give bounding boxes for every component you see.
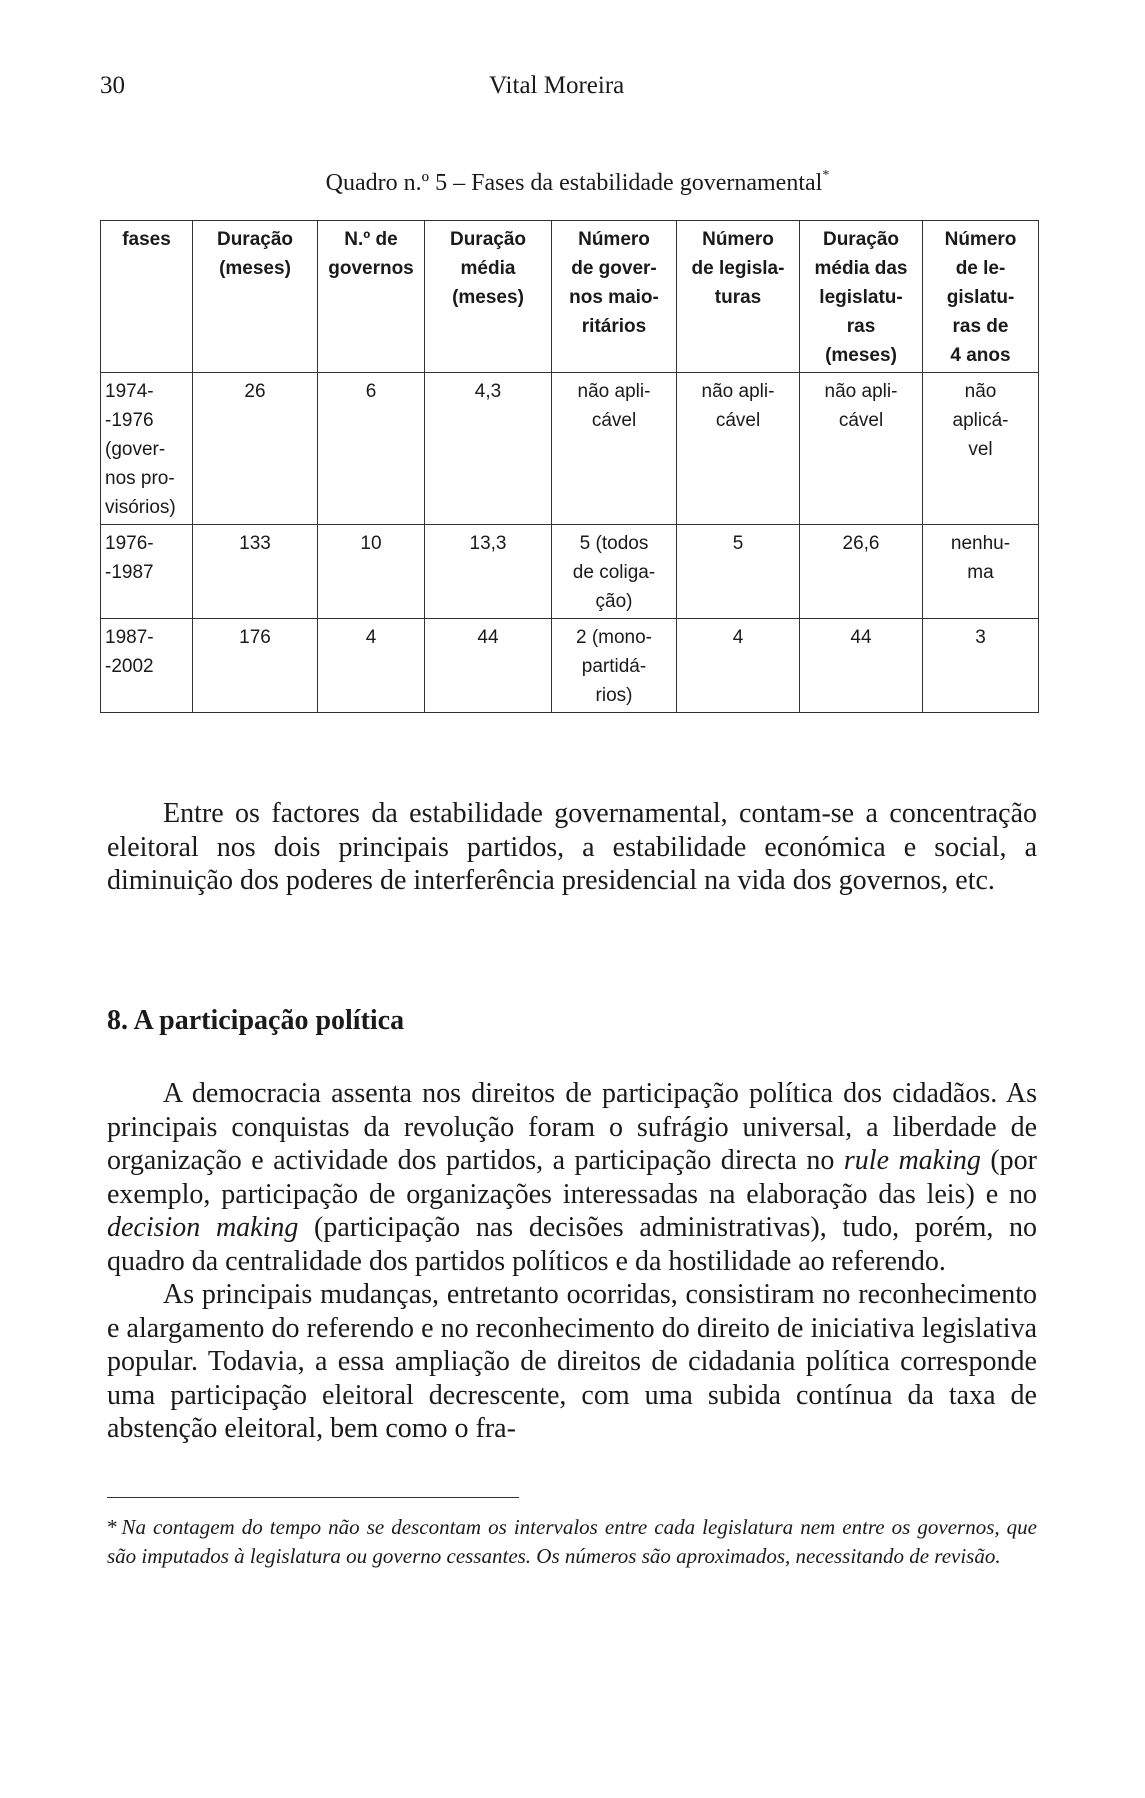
header-duracao-media: Duração média (meses): [425, 221, 552, 373]
table-row: [101, 373, 1039, 525]
table-cell: 6: [318, 373, 425, 525]
term-rule-making: rule making: [843, 1145, 981, 1176]
table-cell: 5 (todos de coliga- ção): [552, 525, 677, 619]
header-governos-maioritarios: Número de gover- nos maio- ritários: [552, 221, 677, 373]
table-cell: 5: [677, 525, 800, 619]
table-cell: 4: [318, 619, 425, 713]
paragraph-democracy: [107, 1077, 1037, 1278]
table-cell: 4,3: [425, 373, 552, 525]
header-duracao-media-legislaturas: Duração média das legislatu- ras (meses): [800, 221, 923, 373]
table-cell: 1987- -2002: [101, 619, 193, 713]
table-cell: 176: [193, 619, 318, 713]
running-head-author: Vital Moreira: [489, 72, 625, 99]
table-cell: não apli- cável: [800, 373, 923, 525]
header-fases: fases: [101, 221, 193, 373]
table-header-row: [101, 221, 1039, 373]
table-cell: 13,3: [425, 525, 552, 619]
table-cell: 44: [425, 619, 552, 713]
footnote-text: Na contagem do tempo não se descontam os intervalos entre cada legislatura nem entre os governos, que são imputados à legislatura ou governo cessantes. Os números são aproximados, necessitando de revisão.: [107, 1515, 1037, 1568]
page-header: [100, 72, 1040, 108]
paragraph-stability-factors: Entre os factores da estabilidade governamental, contam-se a concentração eleitoral nos dois principais partidos, a estabilidade económica e social, a diminuição dos poderes de interferência presidencial na vida dos governos, etc.: [107, 798, 1037, 896]
table-cell: não apli- cável: [677, 373, 800, 525]
table-cell: não apli- cável: [552, 373, 677, 525]
table-cell: 1974- -1976 (gover- nos pro- visórios): [101, 373, 193, 525]
table-row: [101, 619, 1039, 713]
footnote-mark: *: [107, 1515, 118, 1539]
table-cell: 26: [193, 373, 318, 525]
table-cell: nenhu- ma: [923, 525, 1039, 619]
page-number: 30: [100, 72, 125, 99]
body-paragraph: [107, 797, 1037, 898]
header-duracao: Duração (meses): [193, 221, 318, 373]
table-row: [101, 525, 1039, 619]
header-num-governos: N.º de governos: [318, 221, 425, 373]
table-cell: 4: [677, 619, 800, 713]
table-caption: [0, 170, 1145, 197]
table-caption-text: Quadro n.º 5 – Fases da estabilidade governamental: [325, 170, 823, 196]
table-cell: 2 (mono- partidá- rios): [552, 619, 677, 713]
term-decision-making: decision making: [107, 1212, 299, 1243]
table-cell: 26,6: [800, 525, 923, 619]
footnote: [107, 1513, 1037, 1571]
header-legislaturas-4-anos: Número de le- gislatu- ras de 4 anos: [923, 221, 1039, 373]
footnote-divider: [107, 1497, 519, 1498]
text-run: A democracia assenta nos direitos de participação política dos cidadãos. As principais conquistas da revolução foram o sufrágio universal, a liberdade de organização e actividade dos partidos, a participação directa no: [107, 1078, 1037, 1176]
table-cell: 133: [193, 525, 318, 619]
government-stability-table: [100, 220, 1039, 713]
section-heading: 8. A participação política: [107, 1005, 405, 1036]
caption-footnote-mark: *: [822, 168, 830, 183]
text-run: (por exemplo, participação de organizações interessadas na elaboração das leis) e no: [107, 1145, 1038, 1210]
header-num-legislaturas: Número de legisla- turas: [677, 221, 800, 373]
section-body: [107, 1077, 1037, 1446]
paragraph-changes: As principais mudanças, entretanto ocorridas, consistiram no reconhecimento e alargamento do referendo e no reconhecimento do direito de iniciativa legislativa popular. Todavia, a essa ampliação de direitos de cidadania política corresponde uma participação eleitoral decrescente, com uma subida contínua da taxa de abstenção eleitoral, bem como o fra-: [107, 1279, 1037, 1444]
text-run: (participação nas decisões administrativas), tudo, porém, no quadro da centralidade dos partidos políticos e da hostilidade ao referendo.: [107, 1212, 1038, 1277]
table-cell: 1976- -1987: [101, 525, 193, 619]
table-cell: não aplicá- vel: [923, 373, 1039, 525]
table-cell: 3: [923, 619, 1039, 713]
table-cell: 44: [800, 619, 923, 713]
table-cell: 10: [318, 525, 425, 619]
